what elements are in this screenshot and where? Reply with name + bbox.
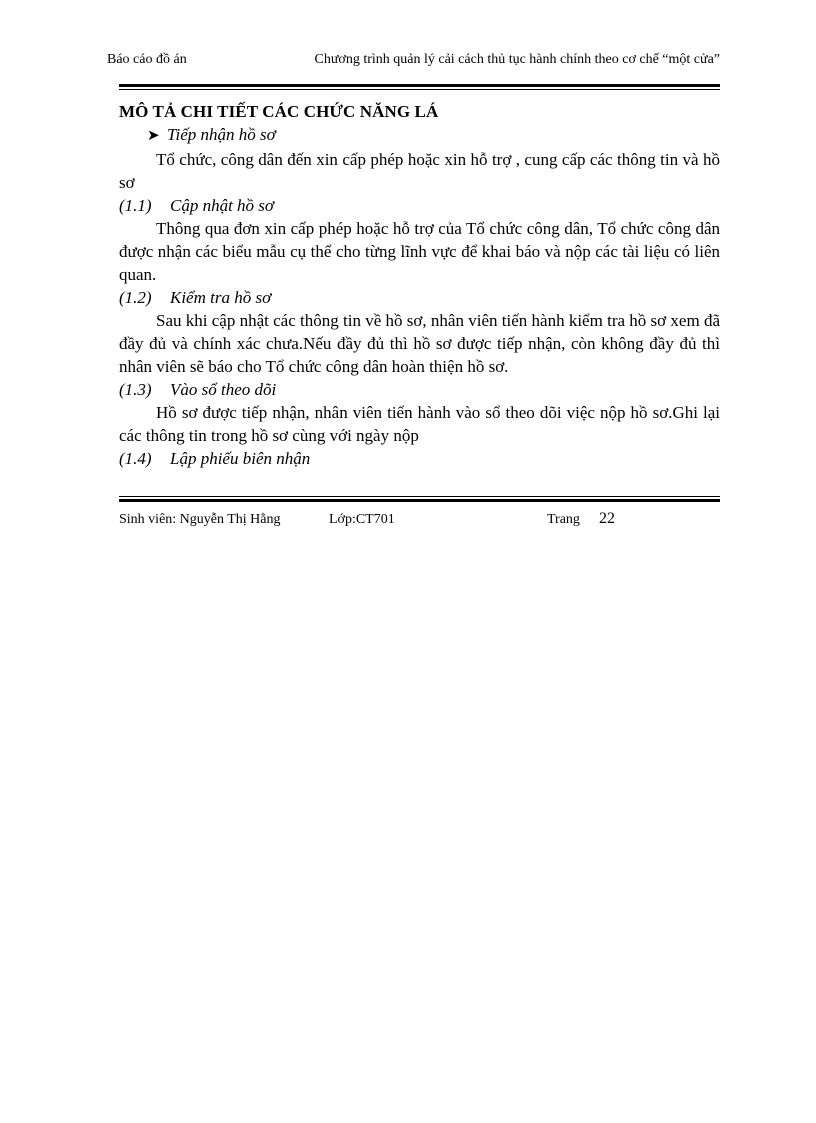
footer-student: Sinh viên: Nguyễn Thị Hằng <box>119 512 281 527</box>
subsection-heading <box>119 447 720 470</box>
subsection-paragraph: Thông qua đơn xin cấp phép hoặc hỗ trợ của Tổ chức công dân, Tổ chức công dân được nhận các biểu mẫu cụ thể cho từng lĩnh vực để khai báo và nộp các tài liệu có liên quan. <box>119 219 720 284</box>
section-title: MÔ TẢ CHI TIẾT CÁC CHỨC NĂNG LÁ <box>119 102 439 121</box>
subsection-paragraph: Sau khi cập nhật các thông tin về hồ sơ, nhân viên tiến hành kiểm tra hồ sơ xem đã đầy đủ và chính xác chưa.Nếu đầy đủ thì hồ sơ được tiếp nhận, còn không đầy đủ thì nhân viên sẽ báo cho Tổ chức công dân hoàn thiện hồ sơ. <box>119 311 720 376</box>
subsection-heading <box>119 286 720 309</box>
footer-page-number: 22 <box>599 510 615 527</box>
header-left: Báo cáo đồ án <box>107 52 187 67</box>
bullet-text: Tiếp nhận hồ sơ <box>167 125 276 144</box>
subsection-number: (1.3) <box>119 380 152 399</box>
subsection-title: Cập nhật hồ sơ <box>170 196 275 215</box>
subsection-heading <box>119 378 720 401</box>
subsection-heading <box>119 194 720 217</box>
bullet-heading <box>147 123 720 148</box>
footer-rule <box>119 496 720 502</box>
subsection-paragraph: Hồ sơ được tiếp nhận, nhân viên tiến hành vào sổ theo dõi việc nộp hồ sơ.Ghi lại các thông tin trong hồ sơ cùng với ngày nộp <box>119 403 720 445</box>
footer-page-label: Trang <box>547 512 580 527</box>
subsection-number: (1.4) <box>119 449 152 468</box>
header-rule <box>119 84 720 90</box>
subsection-title: Lập phiếu biên nhận <box>170 449 311 468</box>
footer-class: Lớp:CT701 <box>329 512 395 527</box>
page-header <box>107 52 720 74</box>
subsection-number: (1.2) <box>119 288 152 307</box>
document-page <box>107 52 720 528</box>
intro-paragraph: Tổ chức, công dân đến xin cấp phép hoặc xin hỗ trợ , cung cấp các thông tin và hồ sơ <box>119 150 720 192</box>
subsection-number: (1.1) <box>119 196 152 215</box>
subsection-title: Kiểm tra hồ sơ <box>170 288 272 307</box>
header-right: Chương trình quản lý cải cách thủ tục hành chính theo cơ chế “một cửa” <box>314 52 720 67</box>
subsection-title: Vào sổ theo dõi <box>170 380 277 399</box>
document-body <box>119 100 720 470</box>
page-footer <box>119 510 720 528</box>
arrow-right-icon: ➤ <box>147 128 160 144</box>
